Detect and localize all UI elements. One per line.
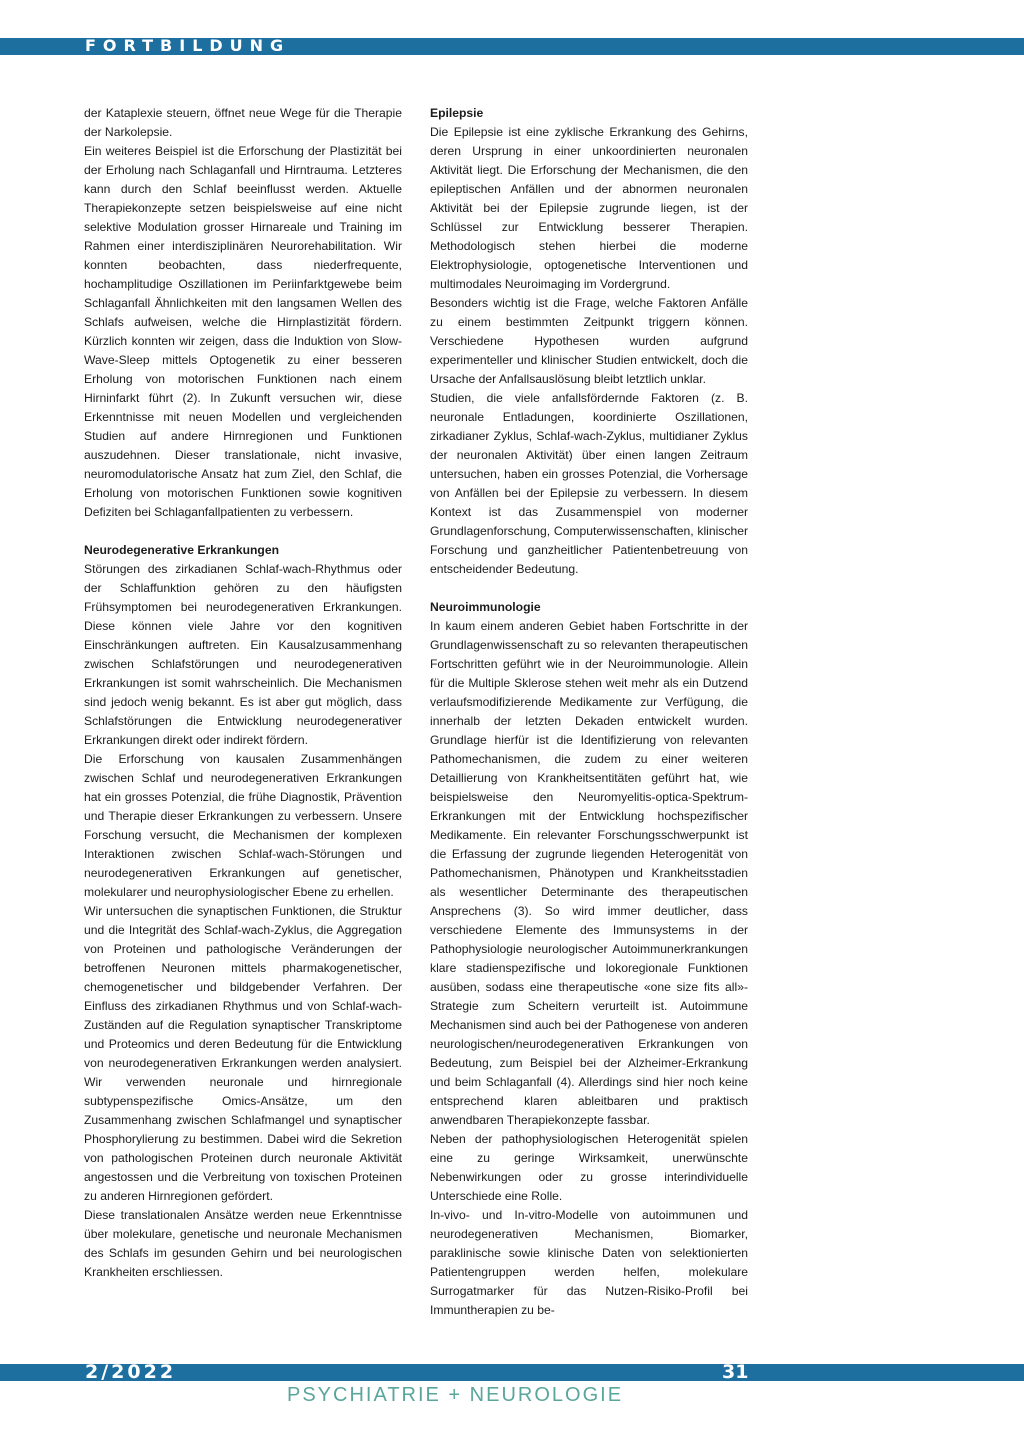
- paragraph: Ein weiteres Beispiel ist die Erforschung der Plastizität bei der Erholung nach Schlaganfall und Hirntrauma. Letzteres kann durch den Schlaf beeinflusst werden. Aktuelle Therapiekonzepte setzen beispielsweise auf eine nicht selektive Modulation grosser Hirnareale und Training im Rahmen einer interdisziplinären Neurorehabilitation. Wir konnten beobachten, dass niederfrequente, hochamplitudige Oszillationen im Periinfarktgewebe beim Schlaganfall Ähnlichkeiten mit den langsamen Wellen des Schlafs aufweisen, welche die Hirnplastizität fördern. Kürzlich konnten wir zeigen, dass die Induktion von Slow-Wave-Sleep mittels Optogenetik zu einer besseren Erholung von motorischen Funktionen nach einem Hirninfarkt führt (2). In Zukunft versuchen wir, diese Erkenntnisse mit neuen Modellen und vergleichenden Studien auf andere Hirnregionen und Funktionen auszudehnen. Dieser translationale, nicht invasive, neuromodulatorische Ansatz hat zum Ziel, den Schlaf, die Erholung von motorischen Funktionen sowie kognitiven Defiziten bei Schlaganfallpatienten zu verbessern.: [84, 144, 402, 519]
- left-column: [84, 104, 402, 1282]
- paragraph: Neben der pathophysiologischen Heterogenität spielen eine zu geringe Wirksamkeit, unerwünschte Nebenwirkungen oder zu grosse interindividuelle Unterschiede eine Rolle.: [430, 1132, 748, 1203]
- page-number: 31: [722, 1361, 749, 1383]
- paragraph: Diese translationalen Ansätze werden neue Erkenntnisse über molekulare, genetische und neuronale Mechanismen des Schlafs im gesunden Gehirn und bei neurologischen Krankheiten erschliessen.: [84, 1208, 402, 1279]
- paragraph: der Kataplexie steuern, öffnet neue Wege für die Therapie der Narkolepsie.: [84, 106, 402, 139]
- section-label: FORTBILDUNG: [85, 36, 291, 55]
- paragraph: Wir untersuchen die synaptischen Funktionen, die Struktur und die Integrität des Schlaf-wach-Zyklus, die Aggregation von Proteinen und pathologische Veränderungen der betroffenen Neuronen mittels pharmakogenetischer, chemogenetischer und bildgebender Verfahren. Der Einfluss des zirkadianen Rhythmus und von Schlaf-wach-Zuständen auf die Regulation synaptischer Transkriptome und Proteomics und deren Bedeutung für die Entwicklung von neurodegenerativen Erkrankungen werden analysiert. Wir verwenden neuronale und hirnregionale subtypenspezifische Omics-Ansätze, um den Zusammenhang zwischen Schlafmangel und synaptischer Phosphorylierung zu bestimmen. Dabei wird die Sekretion von pathologischen Proteinen durch neuronale Aktivität angestossen und die Verbreitung von toxischen Proteinen zu anderen Hirnregionen gefördert.: [84, 904, 402, 1203]
- issue-number: 2/2022: [85, 1361, 177, 1383]
- paragraph: Störungen des zirkadianen Schlaf-wach-Rhythmus oder der Schlaffunktion gehören zu den häufigsten Frühsymptomen bei neurodegenerativen Erkrankungen. Diese können viele Jahre vor den kognitiven Einschränkungen auftreten. Ein Kausalzusammenhang zwischen Schlafstörungen und neurodegenerativen Erkrankungen ist somit wahrscheinlich. Die Mechanismen sind jedoch wenig bekannt. Es ist aber gut möglich, dass Schlafstörungen die Entwicklung neurodegenerativer Erkrankungen direkt oder indirekt fördern.: [84, 562, 402, 747]
- journal-name: PSYCHIATRIE + NEUROLOGIE: [287, 1384, 624, 1406]
- paragraph: Studien, die viele anfallsfördernde Faktoren (z. B. neuronale Entladungen, koordinierte Oszillationen, zirkadianer Zyklus, Schlaf-wach-Zyklus, multidianer Zyklus der neuronalen Aktivität) über einen langen Zeitraum untersuchen, haben ein grosses Potenzial, die Vorhersage von Anfällen bei der Epilepsie zu verbessern. In diesem Kontext ist das Zusammenspiel von moderner Grundlagenforschung, Computerwissenschaften, klinischer Forschung und ganzheitlicher Patientenbetreuung von entscheidender Bedeutung.: [430, 391, 748, 576]
- paragraph: Die Epilepsie ist eine zyklische Erkrankung des Gehirns, deren Ursprung in einer unkoordinierten neuronalen Aktivität liegt. Die Erforschung der Mechanismen, die den epileptischen Anfällen und der abnormen neuronalen Aktivität bei der Epilepsie zugrunde liegen, ist der Schlüssel zur Entwicklung besserer Therapien. Methodologisch stehen hierbei die moderne Elektrophysiologie, optogenetische Interventionen und multimodales Neuroimaging im Vordergrund.: [430, 125, 748, 291]
- right-column: [430, 104, 748, 1320]
- section-heading: Neuroimmunologie: [430, 600, 541, 614]
- paragraph: In-vivo- und In-vitro-Modelle von autoimmunen und neurodegenerativen Mechanismen, Biomarker, paraklinische sowie klinische Daten von selektionierten Patientengruppen werden helfen, molekulare Surrogatmarker für das Nutzen-Risiko-Profil bei Immuntherapien zu be-: [430, 1208, 748, 1317]
- paragraph: Die Erforschung von kausalen Zusammenhängen zwischen Schlaf und neurodegenerativen Erkrankungen hat ein grosses Potenzial, die frühe Diagnostik, Prävention und Therapie dieser Erkrankungen zu verbessern. Unsere Forschung versucht, die Mechanismen der komplexen Interaktionen zwischen Schlaf-wach-Störungen und neurodegenerativen Erkrankungen auf genetischer, molekularer und neurophysiologischer Ebene zu erhellen.: [84, 752, 402, 899]
- paragraph: Besonders wichtig ist die Frage, welche Faktoren Anfälle zu einem bestimmten Zeitpunkt triggern können. Verschiedene Hypothesen wurden aufgrund experimenteller und klinischer Studien entwickelt, doch die Ursache der Anfallsauslösung bleibt letztlich unklar.: [430, 296, 748, 386]
- paragraph: In kaum einem anderen Gebiet haben Fortschritte in der Grundlagenwissenschaft zu so relevanten therapeutischen Fortschritten geführt wie in der Neuroimmunologie. Allein für die Multiple Sklerose stehen weit mehr als ein Dutzend verlaufsmodifizierende Medikamente zur Verfügung, die innerhalb der letzten Dekaden entwickelt wurden. Grundlage hierfür ist die Identifizierung von relevanten Pathomechanismen, die zudem zu einer weiteren Detaillierung von Krankheitsentitäten geführt hat, wie beispielsweise den Neuromyelitis-optica-Spektrum-Erkrankungen mit der Entwicklung hochspezifischer Medikamente. Ein relevanter Forschungsschwerpunkt ist die Erfassung der zugrunde liegenden Heterogenität von Pathomechanismen, Phänotypen und Krankheitsstadien als wesentlicher Determinante des therapeutischen Ansprechens (3). So wird immer deutlicher, dass verschiedene Elemente des Immunsystems in der Pathophysiologie neurologischer Autoimmunerkrankungen klare stadienspezifische und lokoregionale Funktionen ausüben, sodass eine therapeutische «one size fits all»-Strategie zum Scheitern verurteilt ist. Autoimmune Mechanismen sind auch bei der Pathogenese von anderen neurologischen/neurodegenerativen Erkrankungen von Bedeutung, zum Beispiel bei der Alzheimer-Erkrankung und beim Schlaganfall (4). Allerdings sind hier noch keine entsprechend klaren ableitbaren und praktisch anwendbaren Therapiekonzepte fassbar.: [430, 619, 748, 1127]
- section-heading: Epilepsie: [430, 106, 484, 120]
- section-heading: Neurodegenerative Erkrankungen: [84, 543, 279, 557]
